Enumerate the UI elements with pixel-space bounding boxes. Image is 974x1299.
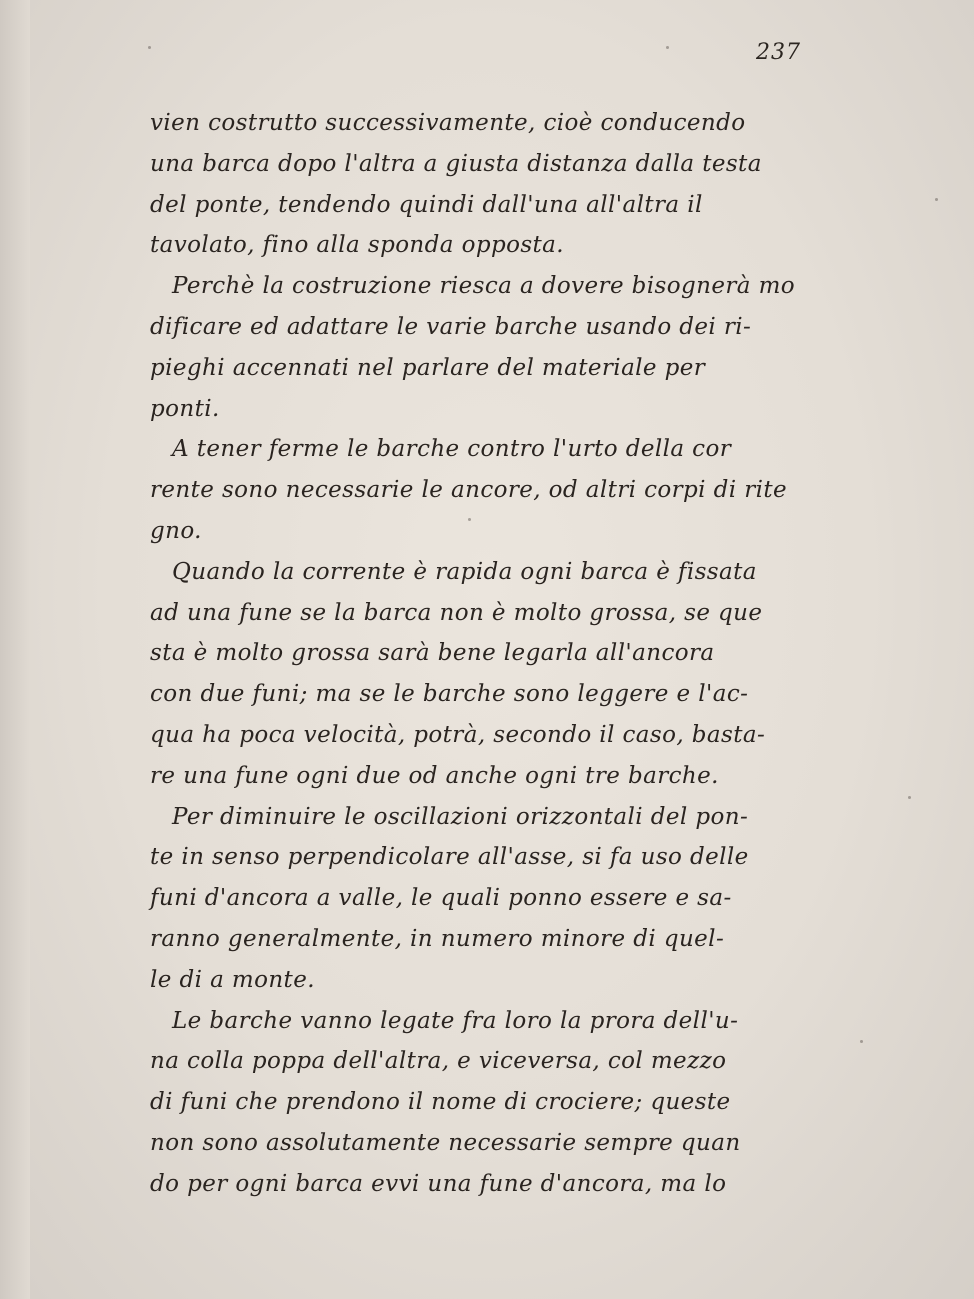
- text-line: del ponte, tendendo quindi dall'una all'altra il: [150, 191, 703, 218]
- text-line: dificare ed adattare le varie barche usando dei ri-: [150, 313, 752, 340]
- paper-spot: [468, 518, 471, 521]
- handwritten-text-block: [150, 103, 840, 1205]
- text-line: te in senso perpendicolare all'asse, si fa uso delle: [150, 844, 749, 871]
- text-line: ranno generalmente, in numero minore di quel-: [150, 925, 725, 952]
- text-line: vien costrutto successivamente, cioè conducendo: [150, 110, 746, 136]
- text-line: tavolato, fino alla sponda opposta.: [150, 232, 565, 259]
- text-line: le di a monte.: [150, 966, 315, 993]
- paper-spot: [666, 46, 669, 49]
- paper-spot: [148, 46, 151, 49]
- page-number: 237: [756, 40, 801, 65]
- text-line: Perchè la costruzione riesca a dovere bisognerà mo: [172, 273, 796, 300]
- text-line: re una fune ogni due od anche ogni tre barche.: [150, 762, 719, 789]
- text-line: di funi che prendono il nome di crociere; queste: [150, 1089, 731, 1116]
- text-line: Le barche vanno legate fra loro la prora dell'u-: [172, 1007, 739, 1034]
- text-line: sta è molto grossa sarà bene legarla all'ancora: [150, 640, 715, 667]
- text-line: una barca dopo l'altra a giusta distanza dalla testa: [150, 150, 762, 177]
- text-line: ponti.: [150, 395, 220, 422]
- text-line: non sono assolutamente necessarie sempre quan: [150, 1129, 741, 1156]
- text-line: A tener ferme le barche contro l'urto della cor: [172, 436, 732, 463]
- text-line: funi d'ancora a valle, le quali ponno essere e sa-: [150, 885, 732, 912]
- text-line: gno.: [150, 517, 202, 544]
- text-line: pieghi accennati nel parlare del materiale per: [150, 354, 706, 381]
- text-line: rente sono necessarie le ancore, od altri corpi di rite: [150, 477, 788, 504]
- text-line: na colla poppa dell'altra, e viceversa, col mezzo: [150, 1048, 727, 1075]
- text-line: ad una fune se la barca non è molto grossa, se que: [150, 599, 763, 626]
- text-line: do per ogni barca evvi una fune d'ancora, ma lo: [150, 1170, 727, 1197]
- text-line: Quando la corrente è rapida ogni barca è fissata: [172, 558, 757, 585]
- paper-spot: [860, 1040, 863, 1043]
- text-line: qua ha poca velocità, potrà, secondo il caso, basta-: [150, 721, 766, 748]
- text-line: Per diminuire le oscillazioni orizzontali del pon-: [172, 803, 749, 830]
- text-line: con due funi; ma se le barche sono leggere e l'ac-: [150, 681, 749, 708]
- paper-spot: [935, 198, 938, 201]
- page-binding-edge: [0, 0, 30, 1299]
- paper-spot: [908, 796, 911, 799]
